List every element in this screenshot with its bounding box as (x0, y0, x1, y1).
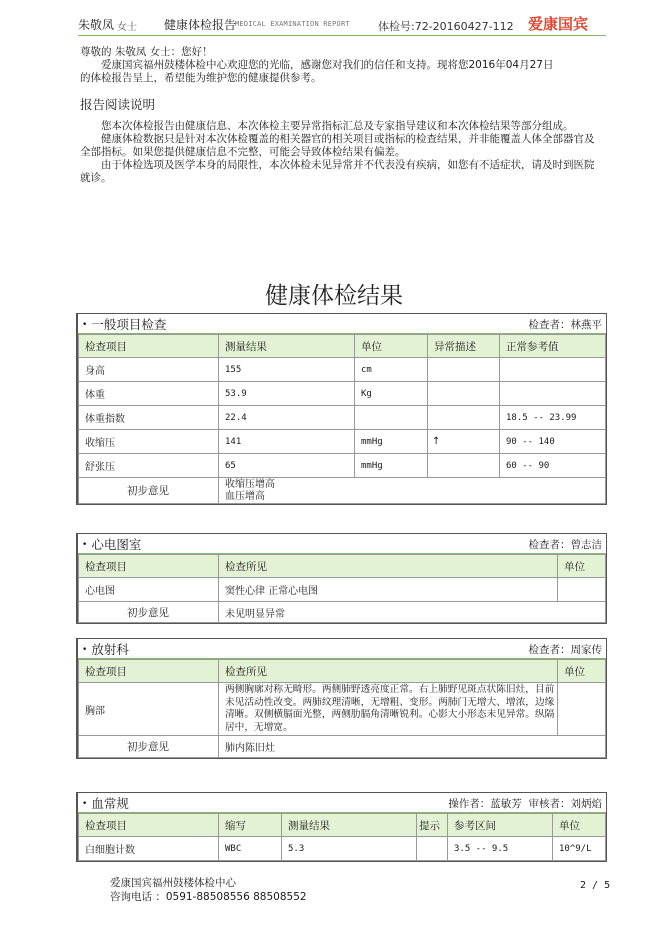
section-title: 一般项目检查 (91, 317, 167, 332)
col-header: 单位 (355, 335, 428, 358)
table-row (79, 454, 606, 478)
unit-cell: 10^9/L (553, 837, 606, 861)
col-header: 单位 (558, 555, 606, 578)
section-header (78, 639, 606, 659)
ref-cell: 18.5 -- 23.99 (500, 406, 606, 430)
table-row (79, 406, 606, 430)
results-title: 健康体检结果 (265, 283, 403, 309)
unit-cell: cm (355, 358, 428, 382)
table-header (79, 814, 606, 837)
reading-guide-heading: 报告阅读说明 (80, 97, 156, 112)
ref-cell: 60 -- 90 (500, 454, 606, 478)
opinion-value: 肺内陈旧灶 (219, 736, 606, 758)
reviewer: 审核者：刘炳焰 (528, 798, 602, 810)
report-subtitle: MEDICAL EXAMINATION REPORT (235, 20, 350, 28)
finding-cell: 窦性心律 正常心电图 (219, 578, 558, 602)
col-header: 检查所见 (219, 555, 558, 578)
table-row (79, 683, 606, 736)
abbr-cell: WBC (219, 837, 282, 861)
col-header: 检查所见 (219, 660, 558, 683)
section-radiology (76, 638, 607, 759)
ref-cell: 90 -- 140 (500, 430, 606, 454)
bullet-icon: • (82, 645, 88, 655)
bullet-icon: • (82, 320, 88, 330)
report-title: 健康体检报告 (164, 18, 237, 32)
greeting-line-1: 爱康国宾福州鼓楼体检中心欢迎您的光临，感谢您对我们的信任和支持。现将您2016年04月27日 (101, 59, 554, 71)
section-header (78, 534, 606, 554)
radiology-table (78, 659, 606, 758)
examiner: 检查者：林燕平 (528, 319, 602, 331)
opinion-label: 初步意见 (79, 736, 219, 758)
bullet-icon: • (82, 540, 88, 550)
col-header: 正常参考值 (500, 335, 606, 358)
item-cell: 身高 (79, 358, 219, 382)
item-cell: 胸部 (79, 683, 219, 736)
table-header (79, 660, 606, 683)
guide-paragraph-2: 健康体检数据只是针对本次体检覆盖的相关器官的相关项目或指标的检查结果，并非能覆盖人体全部器官及全部指标。如果您提供健康信息不完整，可能会导致体检结果有偏差。 (80, 133, 595, 158)
opinion-row (79, 478, 606, 504)
section-blood (76, 792, 607, 862)
col-header: 检查项目 (79, 814, 219, 837)
table-row (79, 837, 606, 861)
opinion-label: 初步意见 (79, 478, 219, 504)
col-header: 测量结果 (282, 814, 417, 837)
unit-cell: mmHg (355, 430, 428, 454)
reading-guide (80, 120, 604, 185)
result-cell: 53.9 (219, 382, 355, 406)
patient-name: 朱敬凤 (78, 18, 115, 32)
guide-paragraph-1: 您本次体检报告由健康信息、本次体检主要异常指标汇总及专家指导建议和本次体检结果等部分组成。 (101, 120, 574, 132)
item-cell: 体重指数 (79, 406, 219, 430)
bullet-icon: • (82, 799, 88, 809)
general-table (78, 334, 606, 504)
item-cell: 收缩压 (79, 430, 219, 454)
finding-cell: 两侧胸廓对称无畸形。两侧肺野透亮度正常。右上肺野见斑点状陈旧灶，目前未见活动性改变。两肺纹理清晰，无增粗、变形。两肺门无增大、增浓，边缘清晰。双侧横膈面光整，两侧肋膈角清晰锐利。心影大小形态未见异常。纵隔居中，无增宽。 (219, 683, 558, 736)
item-cell: 心电图 (79, 578, 219, 602)
col-header: 单位 (558, 660, 606, 683)
table-row (79, 382, 606, 406)
result-cell: 141 (219, 430, 355, 454)
salutation: 尊敬的 朱敬凤 女士：您好！ (80, 46, 213, 58)
section-header (78, 793, 606, 813)
ref-cell (500, 382, 606, 406)
result-cell: 65 (219, 454, 355, 478)
flag-cell (428, 454, 500, 478)
col-header: 参考区间 (448, 814, 553, 837)
flag-cell (428, 358, 500, 382)
ecg-table (78, 554, 606, 623)
opinion-row (79, 602, 606, 623)
col-header: 检查项目 (79, 335, 219, 358)
section-header (78, 314, 606, 334)
result-cell: 155 (219, 358, 355, 382)
section-title: 血常规 (91, 796, 129, 811)
opinion-line: 血压增高 (225, 490, 265, 502)
flag-cell (417, 837, 448, 861)
ref-cell (500, 358, 606, 382)
footer (110, 876, 307, 904)
table-row (79, 578, 606, 602)
unit-cell (558, 683, 606, 736)
item-cell: 舒张压 (79, 454, 219, 478)
section-general (76, 313, 607, 505)
unit-cell (355, 406, 428, 430)
unit-cell: mmHg (355, 454, 428, 478)
section-ecg (76, 533, 607, 624)
page-number: 2 / 5 (580, 880, 611, 891)
greeting-line-2: 的体检报告呈上，希望能为维护您的健康提供参考。 (80, 72, 322, 84)
result-cell: 5.3 (282, 837, 417, 861)
patient-gender: 女士 (117, 22, 137, 33)
col-header: 提示 (417, 814, 448, 837)
table-row (79, 358, 606, 382)
greeting (80, 46, 604, 85)
table-header (79, 335, 606, 358)
opinion-line: 收缩压增高 (225, 478, 275, 490)
guide-paragraph-3: 由于体检选项及医学本身的局限性，本次体检未见异常并不代表没有疾病，如您有不适症状，请及时到医院就诊。 (80, 159, 595, 184)
opinion-label: 初步意见 (79, 602, 219, 623)
col-header: 检查项目 (79, 660, 219, 683)
section-title: 放射科 (91, 642, 129, 657)
section-title: 心电图室 (91, 537, 142, 552)
item-cell: 白细胞计数 (79, 837, 219, 861)
col-header: 测量结果 (219, 335, 355, 358)
examiner: 检查者：曾志洁 (528, 539, 602, 551)
flag-cell (428, 382, 500, 406)
flag-cell: ↑ (428, 430, 500, 454)
footer-center-name: 爱康国宾福州鼓楼体检中心 (110, 877, 236, 889)
flag-cell (428, 406, 500, 430)
brand-logo: 爱康国宾 (528, 15, 589, 33)
opinion-row (79, 736, 606, 758)
page-header (78, 13, 606, 36)
operator: 操作者：蓝敏芳 (448, 798, 522, 810)
unit-cell: Kg (355, 382, 428, 406)
footer-phone: 咨询电话 ：0591-88508556 88508552 (110, 891, 307, 903)
result-cell: 22.4 (219, 406, 355, 430)
col-header: 缩写 (219, 814, 282, 837)
ref-cell: 3.5 -- 9.5 (448, 837, 553, 861)
opinion-value (219, 478, 606, 504)
table-row (79, 430, 606, 454)
unit-cell (558, 578, 606, 602)
opinion-value: 未见明显异常 (219, 602, 606, 623)
exam-number: 体检号:72-20160427-112 (378, 20, 514, 33)
col-header: 检查项目 (79, 555, 219, 578)
col-header: 单位 (553, 814, 606, 837)
examiner: 检查者：周家传 (528, 644, 602, 656)
col-header: 异常描述 (428, 335, 500, 358)
table-header (79, 555, 606, 578)
blood-table (78, 813, 606, 861)
item-cell: 体重 (79, 382, 219, 406)
